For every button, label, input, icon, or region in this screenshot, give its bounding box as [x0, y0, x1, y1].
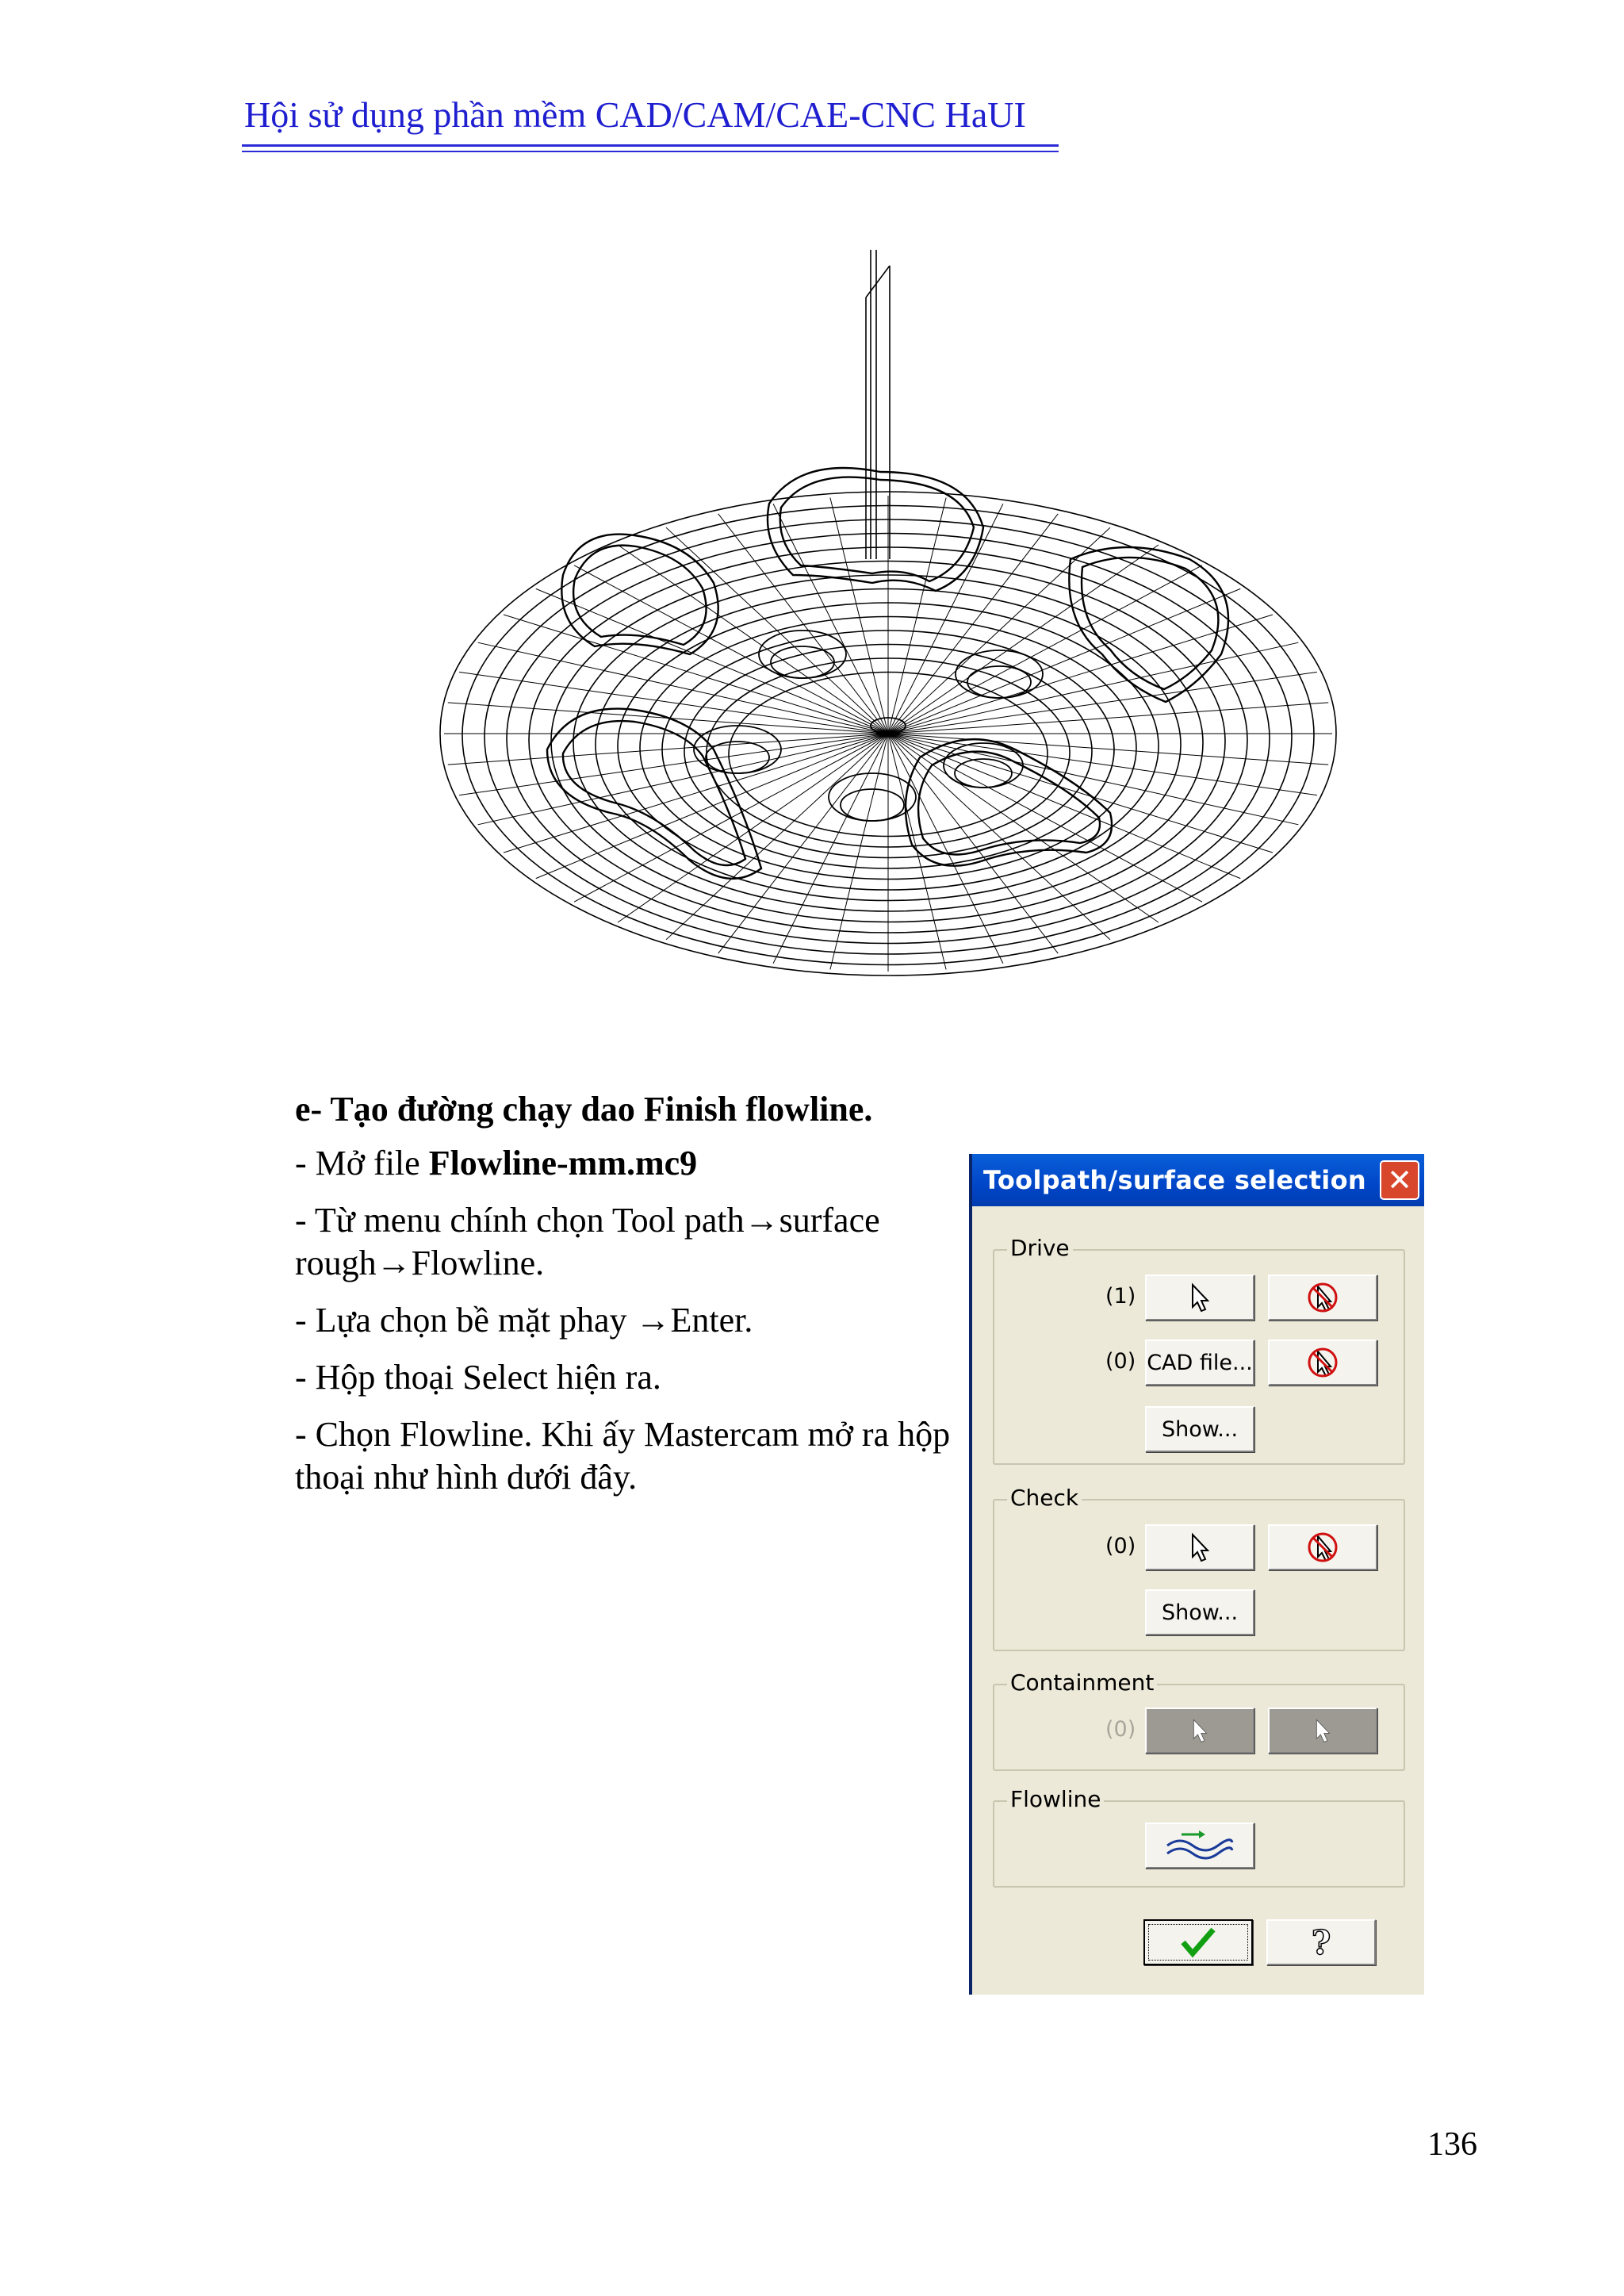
header-rule-double	[242, 151, 1059, 152]
radial-line	[478, 734, 888, 825]
flowline-button[interactable]	[1145, 1823, 1254, 1869]
containment-group-label: Containment	[1007, 1669, 1157, 1696]
radial-line	[888, 734, 1328, 765]
deselect-icon	[1305, 1530, 1340, 1565]
cad-deselect-button[interactable]	[1268, 1340, 1377, 1386]
arrow-cursor-icon	[1312, 1717, 1333, 1744]
step-select-surface: - Lựa chọn bề mặt phay →Enter.	[295, 1301, 753, 1340]
radial-line	[448, 734, 888, 765]
checkmark-icon	[1178, 1925, 1218, 1960]
flowline-group-label: Flowline	[1007, 1786, 1104, 1812]
radial-line	[478, 642, 888, 734]
radial-line	[718, 514, 888, 734]
drive-group-label: Drive	[1007, 1235, 1073, 1261]
check-group-label: Check	[1007, 1485, 1082, 1511]
radial-line	[718, 734, 888, 953]
dialog-titlebar[interactable]	[972, 1154, 1424, 1206]
check-count: (0)	[1105, 1534, 1136, 1558]
radial-line	[888, 703, 1328, 734]
drive-show-button[interactable]: Show...	[1145, 1406, 1254, 1452]
check-group	[993, 1485, 1405, 1651]
drive-count-selected: (1)	[1105, 1284, 1136, 1309]
drive-count-cad: (0)	[1105, 1349, 1136, 1374]
containment-group	[993, 1669, 1405, 1771]
step-menu: - Từ menu chính chọn Tool path→surface rough→Flowline.	[295, 1201, 880, 1282]
section-heading: e- Tạo đường chạy dao Finish flowline.	[295, 1090, 873, 1129]
drive-group	[993, 1235, 1405, 1465]
radial-line	[888, 734, 1273, 853]
radial-line	[888, 504, 1003, 734]
toolpath-surface-selection-dialog	[969, 1154, 1424, 1995]
containment-select-button[interactable]	[1145, 1708, 1254, 1754]
check-deselect-button[interactable]	[1268, 1524, 1377, 1570]
tool-shank	[866, 250, 890, 559]
page-number: 136	[1427, 2126, 1477, 2163]
wheel-wireframe-figure	[428, 242, 1348, 1027]
drive-select-button[interactable]	[1145, 1274, 1254, 1320]
arrow-cursor-icon	[1188, 1531, 1212, 1563]
deselect-icon	[1305, 1280, 1340, 1315]
radial-line	[666, 734, 888, 940]
flowline-icon	[1164, 1828, 1235, 1863]
containment-deselect-button[interactable]	[1268, 1708, 1377, 1754]
step-open-file-prefix: - Mở file	[295, 1144, 429, 1182]
radial-line	[888, 514, 1058, 734]
header-rule	[242, 144, 1059, 147]
radial-line	[888, 734, 1110, 940]
step-open-file	[295, 1142, 953, 1185]
radial-line	[504, 734, 888, 853]
radial-line	[830, 734, 888, 969]
drive-deselect-button[interactable]	[1268, 1274, 1377, 1320]
radial-line	[773, 734, 888, 964]
check-select-button[interactable]	[1145, 1524, 1254, 1570]
page-header: Hội sử dụng phần mềm CAD/CAM/CAE-CNC HaUI	[244, 94, 1026, 135]
radial-line	[888, 642, 1298, 734]
svg-text:?: ?	[1311, 1924, 1331, 1961]
radial-line	[888, 734, 1058, 953]
help-icon	[1307, 1924, 1335, 1961]
arrow-cursor-icon	[1188, 1282, 1212, 1313]
ok-button[interactable]	[1143, 1919, 1253, 1965]
file-name: Flowline-mm.mc9	[428, 1144, 698, 1182]
containment-count: (0)	[1105, 1717, 1136, 1742]
help-button[interactable]	[1266, 1919, 1376, 1965]
step-select-dialog: - Hộp thoại Select hiện ra.	[295, 1358, 661, 1397]
dialog-title: Toolpath/surface selection	[983, 1165, 1366, 1195]
cad-file-button[interactable]: CAD file...	[1145, 1340, 1254, 1386]
close-button[interactable]: ✕	[1380, 1160, 1419, 1200]
instruction-text	[295, 1088, 953, 1513]
deselect-icon	[1305, 1345, 1340, 1380]
check-show-button[interactable]: Show...	[1145, 1589, 1254, 1635]
radial-line	[888, 527, 1110, 734]
step-choose-flowline: - Chọn Flowline. Khi ấy Mastercam mở ra hộp thoại như hình dưới đây.	[295, 1415, 951, 1497]
arrow-cursor-icon	[1189, 1717, 1210, 1744]
flowline-group	[993, 1786, 1405, 1888]
